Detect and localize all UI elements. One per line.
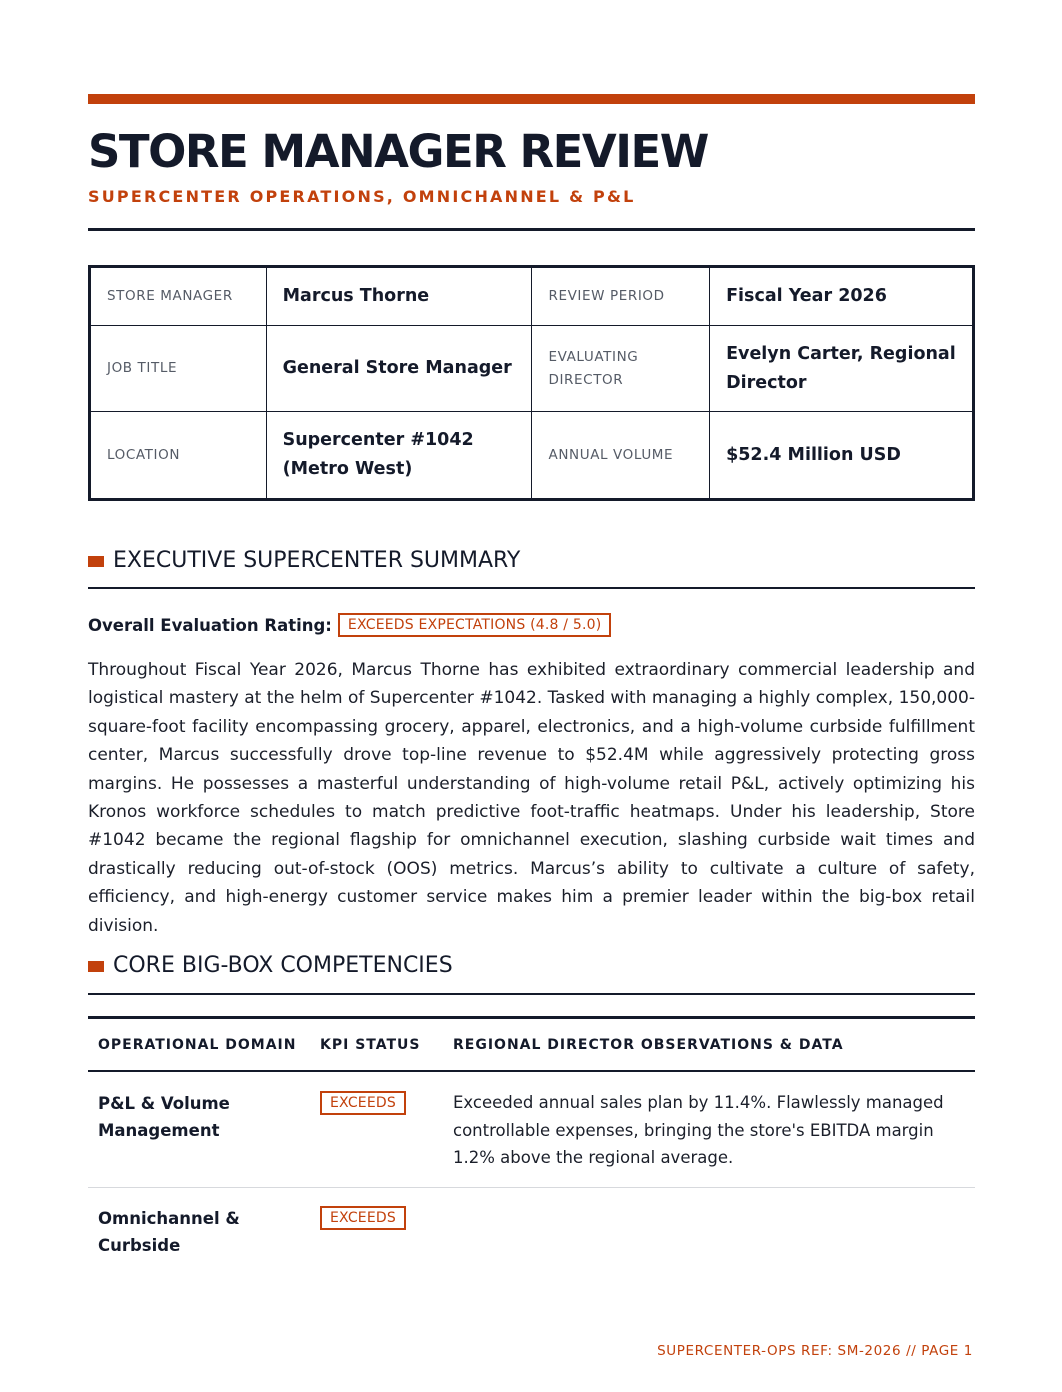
location-label: LOCATION [90, 412, 267, 500]
top-accent-bar [88, 94, 975, 104]
overall-rating [88, 613, 611, 637]
review-period-label: REVIEW PERIOD [532, 267, 710, 326]
review-info-table [88, 265, 975, 501]
annual-volume-label: ANNUAL VOLUME [532, 412, 710, 500]
table-row-observation: Exceeded annual sales plan by 11.4%. Flawlessly managed controllable expenses, bringing the store's EBITDA margin 1.2% above the regional average. [453, 1093, 944, 1167]
table-row-divider [88, 1187, 975, 1188]
review-period-value: Fiscal Year 2026 [710, 267, 974, 326]
kpi-status-badge: EXCEEDS [320, 1091, 406, 1115]
competencies-heading-rule [88, 993, 975, 995]
section-marker [88, 556, 104, 567]
rating-label: Overall Evaluation Rating: [88, 615, 332, 635]
column-header-kpi-status: KPI STATUS [320, 1037, 421, 1053]
title-divider [88, 228, 975, 231]
store-manager-label: STORE MANAGER [90, 267, 267, 326]
column-header-observations: REGIONAL DIRECTOR OBSERVATIONS & DATA [453, 1037, 844, 1053]
location-value: Supercenter #1042 (Metro West) [266, 412, 532, 500]
column-header-domain: OPERATIONAL DOMAIN [98, 1037, 297, 1053]
summary-heading: EXECUTIVE SUPERCENTER SUMMARY [113, 548, 521, 573]
kpi-status-badge: EXCEEDS [320, 1206, 406, 1230]
table-row-domain: P&L & Volume Management [98, 1094, 230, 1140]
job-title-value: General Store Manager [266, 326, 532, 412]
page-subtitle: SUPERCENTER OPERATIONS, OMNICHANNEL & P&L [88, 187, 636, 206]
table-header-rule [88, 1070, 975, 1072]
evaluating-director-value: Evelyn Carter, Regional Director [710, 326, 974, 412]
summary-paragraph: Throughout Fiscal Year 2026, Marcus Thorne has exhibited extraordinary commercial leadership and logistical mastery at the helm of Supercenter #1042. Tasked with managing a highly complex, 150,000-square-foot facility encompassing grocery, apparel, electronics, and a high-volume curbside fulfillment center, Marcus successfully drove top-line revenue to $52.4M while aggressively protecting gross margins. He possesses a masterful understanding of high-volume retail P&L, actively optimizing his Kronos workforce schedules to match predictive foot-traffic heatmaps. Under his leadership, Store #1042 became the regional flagship for omnichannel execution, slashing curbside wait times and drastically reducing out-of-stock (OOS) metrics. Marcus’s ability to cultivate a culture of safety, efficiency, and high-energy customer service makes him a premier leader within the big-box retail division. [88, 660, 975, 936]
kpi-status-cell [320, 1206, 406, 1230]
table-row-domain: Omnichannel & Curbside [98, 1209, 240, 1255]
rating-badge: EXCEEDS EXPECTATIONS (4.8 / 5.0) [338, 613, 611, 637]
competencies-heading: CORE BIG-BOX COMPETENCIES [113, 953, 453, 978]
job-title-label: JOB TITLE [90, 326, 267, 412]
page-footer-ref: SUPERCENTER-OPS REF: SM-2026 // PAGE 1 [657, 1343, 973, 1359]
store-manager-value: Marcus Thorne [266, 267, 532, 326]
annual-volume-value: $52.4 Million USD [710, 412, 974, 500]
evaluating-director-label: EVALUATING DIRECTOR [532, 326, 710, 412]
table-top-rule [88, 1016, 975, 1019]
section-marker [88, 961, 104, 972]
page-title: STORE MANAGER REVIEW [88, 125, 708, 178]
kpi-status-cell [320, 1091, 406, 1115]
summary-heading-rule [88, 587, 975, 589]
